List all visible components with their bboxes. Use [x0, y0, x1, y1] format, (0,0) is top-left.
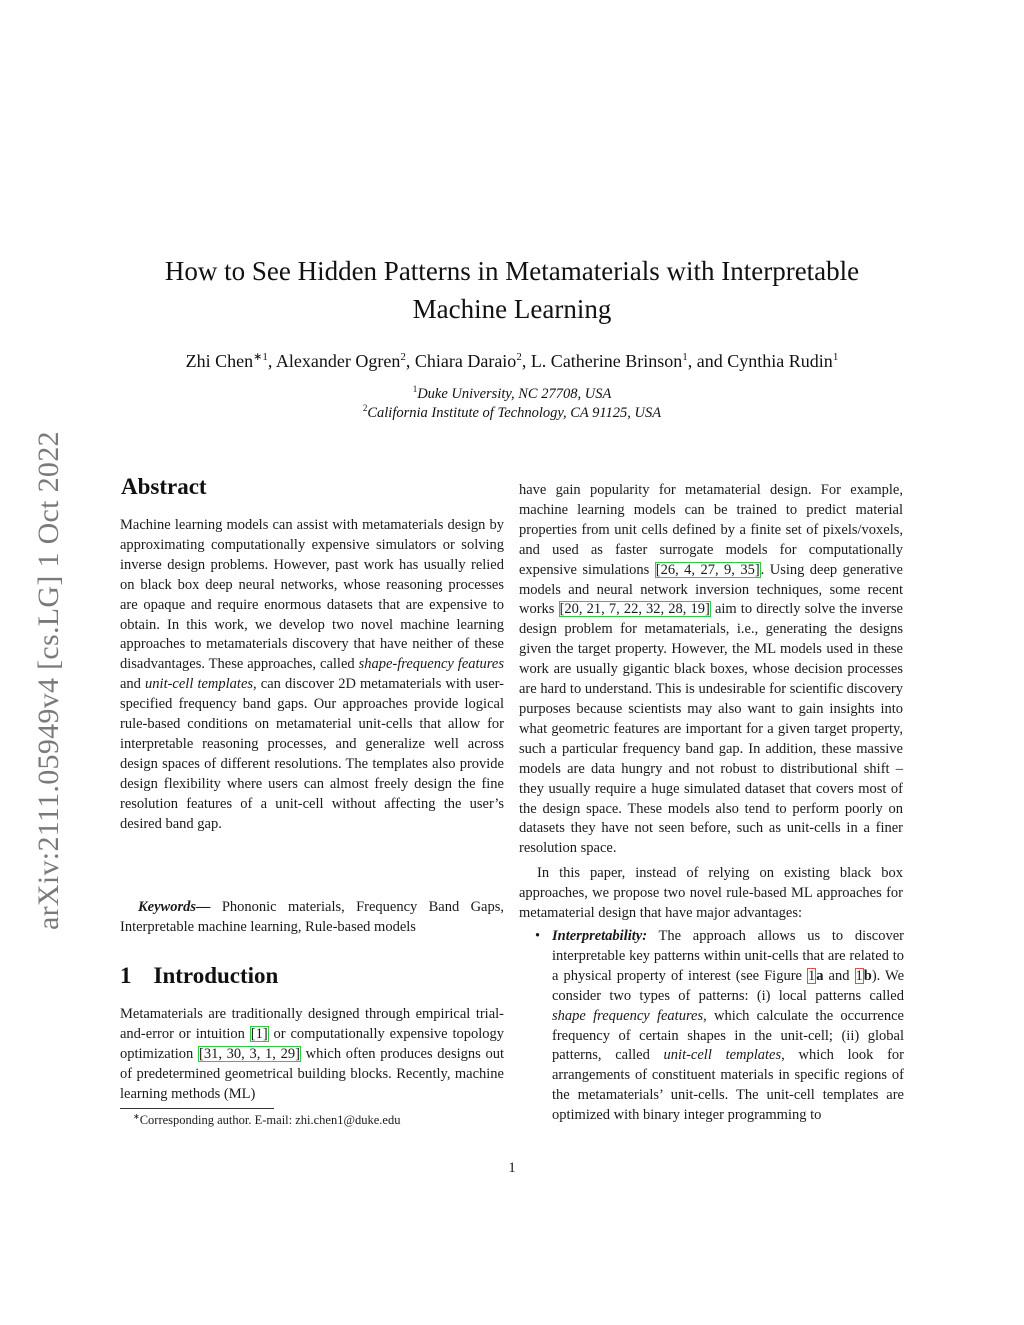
body-text: , which look for arrangements of constituent materials in specific regions of the metamaterials’ unit-cells. The unit-cell templates are optimized with binary integer programming to — [552, 1047, 904, 1124]
introduction-body — [120, 1005, 504, 1105]
citation-link[interactable]: [20, 21, 7, 22, 32, 28, 19] — [559, 601, 710, 618]
arxiv-identifier: arXiv:2111.05949v4 [cs.LG] 1 Oct 2022 — [32, 431, 65, 930]
body-emphasis: shape frequency features — [552, 1007, 704, 1024]
citation-link[interactable]: [26, 4, 27, 9, 35] — [655, 561, 760, 578]
affiliation-text: California Institute of Technology, CA 91125, USA — [367, 404, 662, 421]
bullet-interpretability — [535, 927, 904, 1126]
figure-link[interactable]: 1 — [855, 967, 863, 984]
author-name: Alexander Ogren — [275, 351, 401, 371]
intro-text: or computationally expensive topology optimization — [120, 1025, 504, 1062]
abstract-emphasis: unit-cell templates — [145, 676, 254, 693]
abstract-body — [120, 516, 504, 835]
footnote — [133, 1112, 400, 1128]
affiliation-duke — [100, 384, 924, 403]
author-separator: , — [521, 351, 531, 371]
abstract-heading: Abstract — [121, 474, 207, 499]
citation-link[interactable]: [1] — [250, 1025, 268, 1042]
abstract-text: , can discover 2D metamaterials with user-specified frequency band gaps. Our approaches provide logical rule-based conditions on metamaterial unit-cells that allow for interpretable reasoning processes, and generalize well across design spaces of different resolutions. The templates also provide design flexibility where users can almost freely design the fine resolution features of a unit-cell without affecting the user’s desired band gap. — [120, 676, 505, 832]
figure-panel-letter: a — [816, 967, 824, 984]
section-title: Introduction — [153, 963, 279, 988]
body-text: and — [823, 967, 855, 984]
footnote-text: Corresponding author. E-mail: zhi.chen1@duke.edu — [139, 1113, 401, 1128]
affiliation-text: Duke University, NC 27708, USA — [417, 385, 612, 402]
title-line-1: How to See Hidden Patterns in Metamaterials with Interpretable — [164, 256, 860, 286]
affiliation-caltech — [100, 403, 924, 422]
author-name: Zhi Chen — [185, 351, 254, 371]
author-affiliation-mark: 1 — [832, 351, 839, 363]
body-emphasis: unit-cell templates — [663, 1047, 782, 1064]
author-name: L. Catherine Brinson — [530, 351, 683, 371]
body-text: have gain popularity for metamaterial design. For example, machine learning models can be trained to predict material properties from unit cells defined by a finite set of pixels/voxels, and used as faster surrogate models for computationally expensive simulations — [519, 482, 903, 578]
footnote-rule — [120, 1108, 274, 1109]
author-list — [100, 344, 924, 374]
bullet-body — [552, 927, 904, 1126]
bullet-dot: • — [535, 928, 541, 944]
figure-panel-letter: b — [863, 967, 872, 984]
bullet-label: Interpretability: — [552, 928, 648, 944]
keywords-label: Keywords— — [138, 899, 211, 915]
intro-text: which often produces designs out of predetermined geometrical building blocks. Recently, machine learning methods (ML) — [120, 1045, 504, 1102]
right-column-paragraph-2: In this paper, instead of relying on existing black box approaches, we propose two novel rule-based ML approaches for metamaterial design that have major advantages: — [519, 865, 903, 921]
body-text: ). We consider two types of patterns: (i) local patterns called — [552, 967, 905, 1004]
abstract-emphasis: shape-frequency features — [358, 656, 504, 673]
author-affiliation-mark: 1 — [682, 351, 688, 363]
paper-title — [100, 252, 924, 328]
author-separator: , — [405, 351, 415, 371]
author-separator: , and — [687, 351, 728, 371]
body-text: . Using deep generative models and neural network inversion techniques, some recent works — [519, 561, 903, 618]
author-separator: , — [267, 351, 276, 371]
author-affiliation-mark: ∗1 — [253, 351, 268, 363]
author-affiliation-mark: 2 — [400, 351, 406, 363]
body-text: The approach allows us to discover interpretable key patterns within unit-cells that are related to a physical property of interest (see Figure — [552, 928, 904, 984]
affiliation-mark: 1 — [412, 384, 418, 394]
author-name: Chiara Daraio — [414, 351, 517, 371]
citation-link[interactable]: [31, 30, 3, 1, 29] — [199, 1045, 300, 1062]
author-affiliation-mark: 2 — [516, 351, 522, 363]
abstract-text: and — [120, 676, 146, 693]
body-text: aim to directly solve the inverse design problem for metamaterials, i.e., generating the designs given the target property. However, the ML models used in these work are usually gigantic black boxes, whose decision processes are hard to understand. This is undesirable for scientific discovery purposes because scientists may also want to gain insights into what geometric features are important for a given target property, such a particular frequency band gap. In addition, these massive models are data hungry and not robust to distributional shift – they usually require a huge simulated dataset that covers most of the design space. These models also tend to perform poorly on datasets they have not seen before, such as unit-cells in a finer resolution space. — [519, 601, 903, 857]
keywords — [120, 898, 504, 938]
figure-link[interactable]: 1 — [808, 967, 816, 984]
author-name: Cynthia Rudin — [727, 351, 833, 371]
body-text: , which calculate the occurrence frequency of certain shapes in the unit-cell; (ii) global patterns, called — [552, 1007, 904, 1064]
introduction-heading — [120, 963, 278, 989]
intro-text: Metamaterials are traditionally designed through empirical trial-and-error or intuition — [120, 1006, 504, 1042]
title-line-2: Machine Learning — [412, 294, 612, 324]
affiliation-mark: 2 — [362, 403, 368, 413]
section-number: 1 — [120, 963, 132, 988]
footnote-mark: ∗ — [133, 1112, 140, 1121]
right-column-paragraph-1 — [519, 481, 903, 859]
keywords-text: Phononic materials, Frequency Band Gaps, Interpretable machine learning, Rule-based models — [120, 899, 504, 935]
abstract-text: Machine learning models can assist with metamaterials design by approximating computationally expensive simulators or solving inverse design problems. However, past work has usually relied on black box deep neural networks, whose reasoning processes are opaque and require enormous datasets that are expensive to obtain. In this work, we develop two novel machine learning approaches to metamaterials discovery that have neither of these disadvantages. These approaches, called — [120, 517, 504, 673]
page-number: 1 — [508, 1160, 516, 1176]
